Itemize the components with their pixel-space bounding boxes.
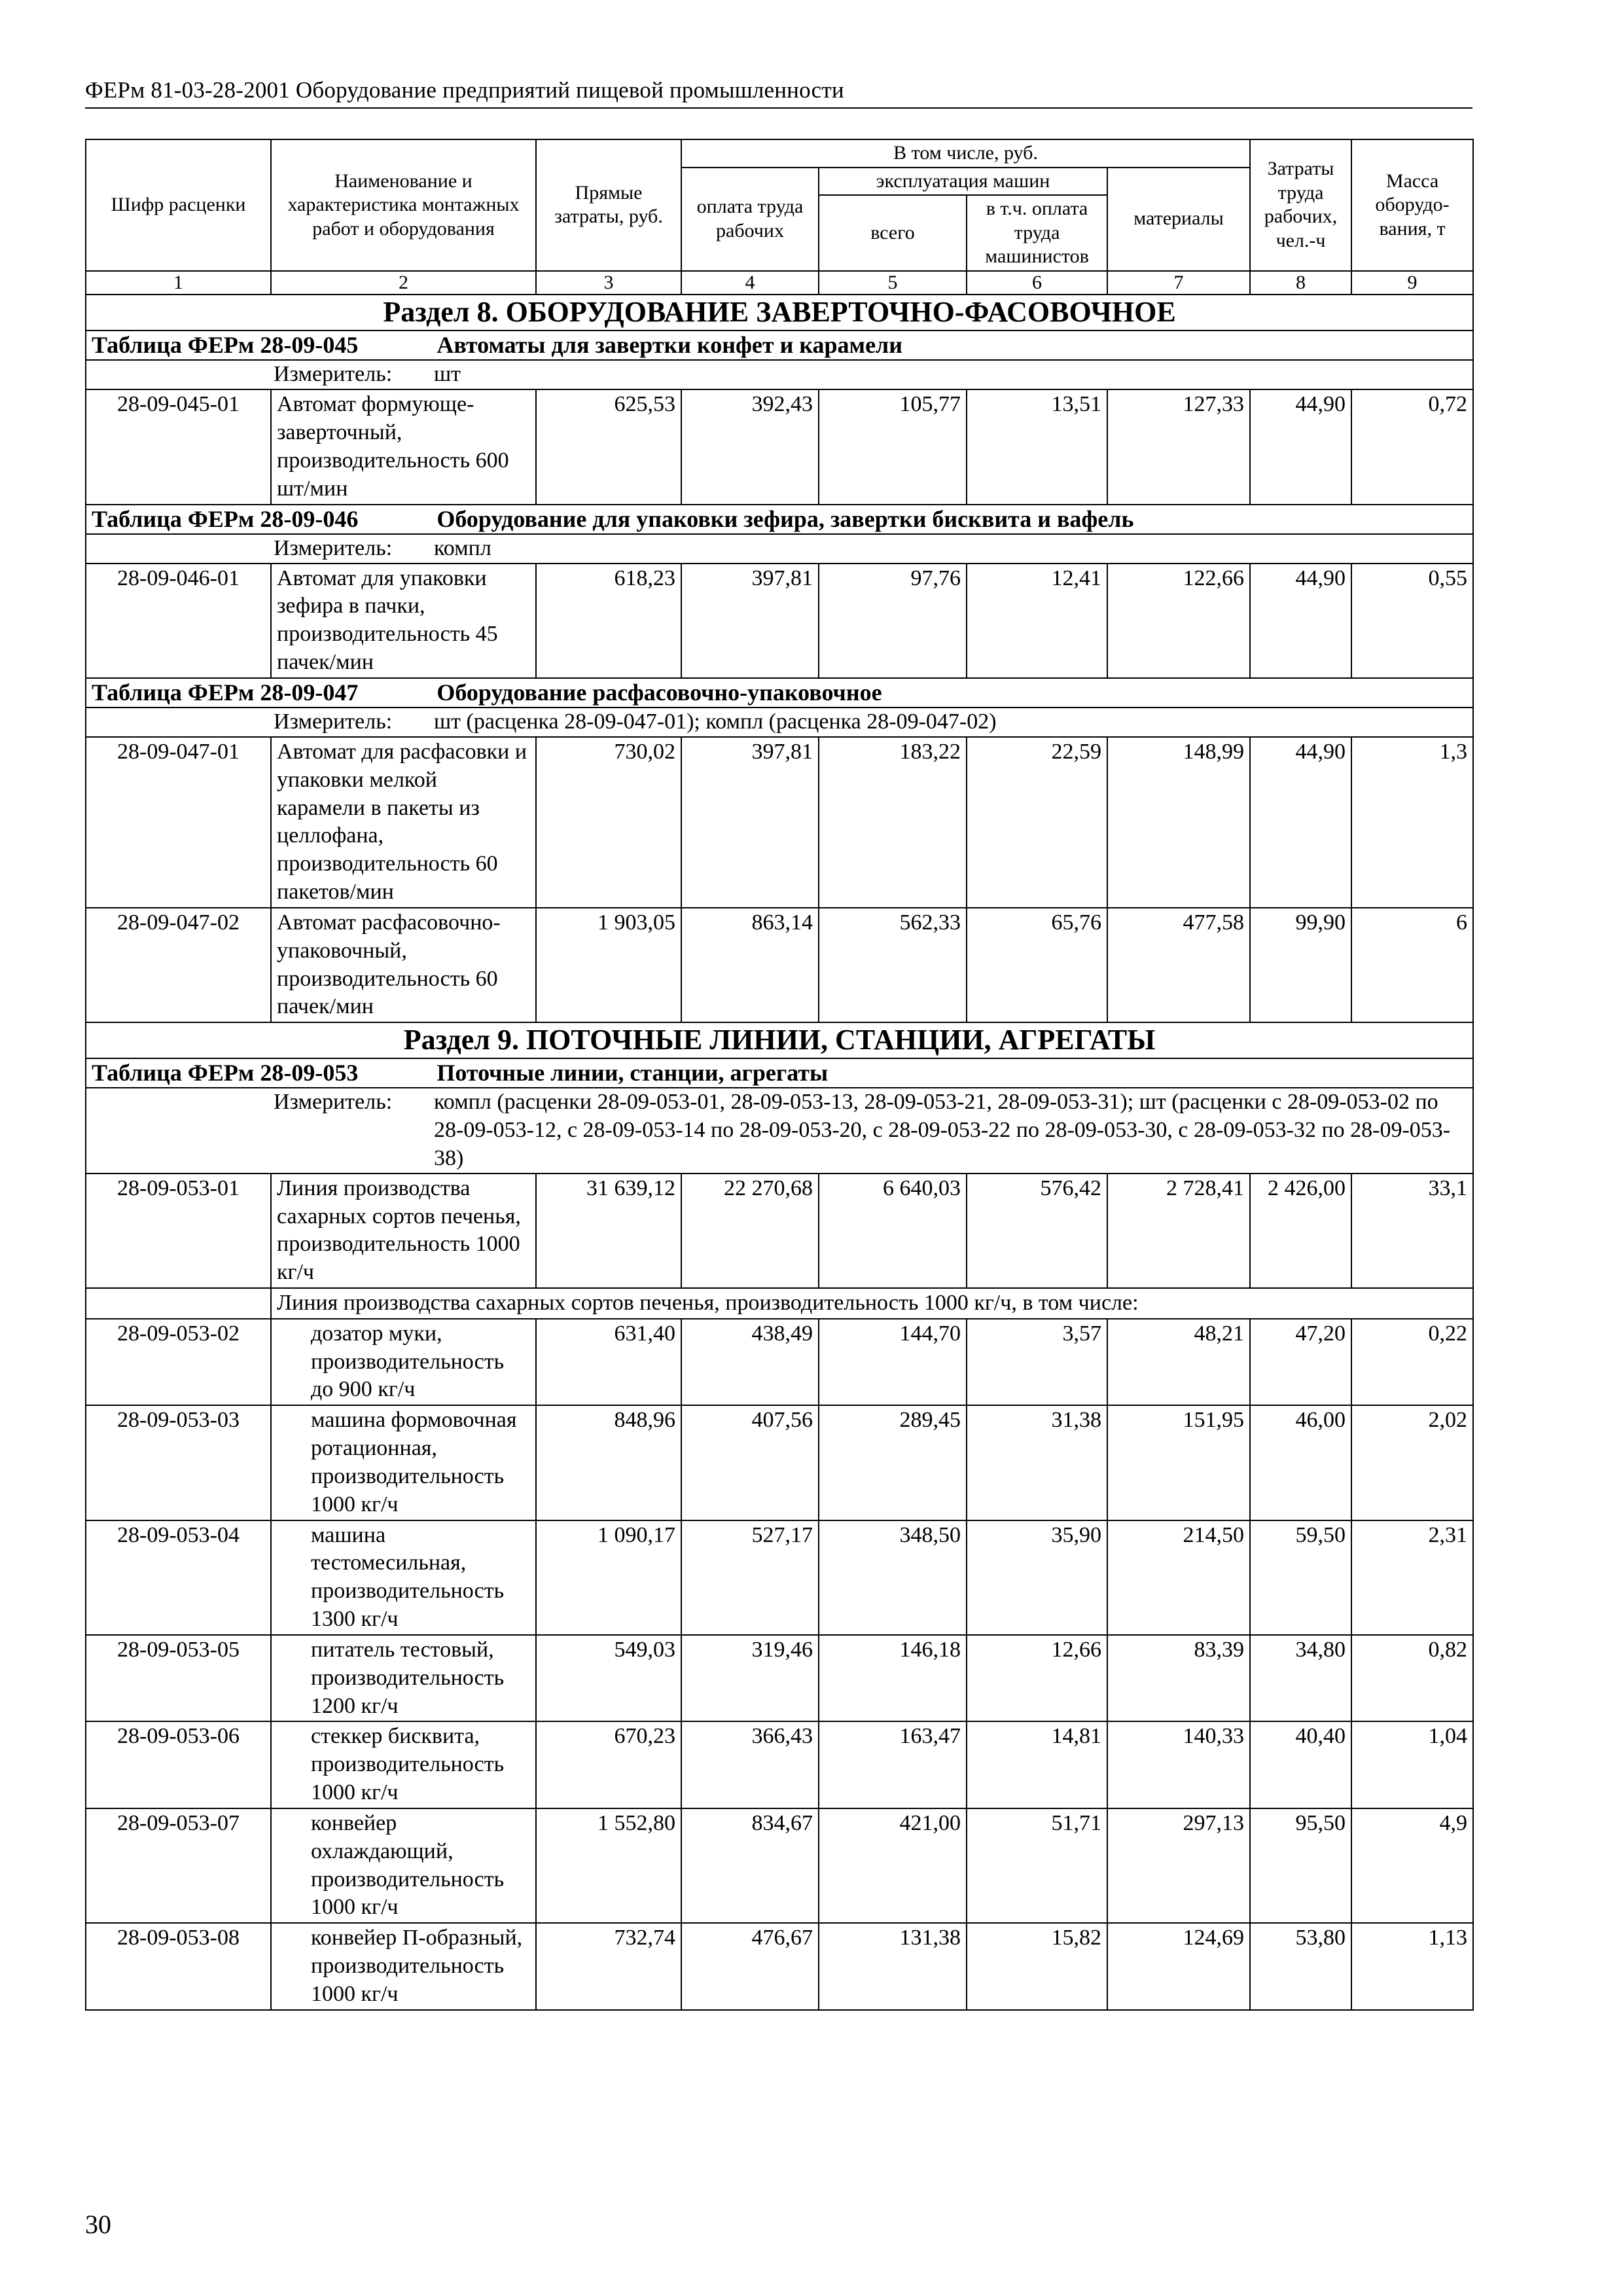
labor-hours: 44,90 — [1250, 737, 1351, 908]
labor-pay: 438,49 — [681, 1319, 819, 1405]
direct-cost: 1 552,80 — [536, 1808, 681, 1923]
col-header-materials: материалы — [1107, 168, 1250, 271]
labor-hours: 95,50 — [1250, 1808, 1351, 1923]
machinists-pay: 31,38 — [967, 1405, 1107, 1520]
equipment-mass: 2,02 — [1351, 1405, 1473, 1520]
machines-total: 131,38 — [819, 1923, 967, 2009]
page-number: 30 — [85, 2210, 111, 2239]
materials-cost: 214,50 — [1107, 1520, 1250, 1635]
labor-hours: 2 426,00 — [1250, 1174, 1351, 1288]
price-table — [85, 139, 1474, 2011]
col-header-direct: Прямые затраты, руб. — [536, 139, 681, 271]
table-title — [86, 505, 1473, 534]
direct-cost: 31 639,12 — [536, 1174, 681, 1288]
rate-name: Автомат для расфасовки и упаковки мелкой карамели в пакеты из целлофана, производительность 60 пакетов/мин — [271, 737, 536, 908]
labor-hours: 99,90 — [1250, 908, 1351, 1022]
rate-name: стеккер бисквита, производительность 1000 кг/ч — [271, 1721, 536, 1808]
labor-hours: 46,00 — [1250, 1405, 1351, 1520]
rate-name: Автомат формующе-заверточный, производительность 600 шт/мин — [271, 389, 536, 504]
table-row — [86, 737, 1473, 908]
machinists-pay: 12,41 — [967, 564, 1107, 678]
table-measure — [86, 360, 1473, 389]
labor-pay: 476,67 — [681, 1923, 819, 2009]
materials-cost: 477,58 — [1107, 908, 1250, 1022]
table-title — [86, 1058, 1473, 1088]
table-name: Оборудование для упаковки зефира, завертки бисквита и вафель — [437, 505, 1134, 532]
rate-code: 28-09-053-05 — [86, 1635, 271, 1721]
col-header-machines: эксплуатация машин — [819, 168, 1107, 196]
group-note: Линия производства сахарных сортов печенья, производительность 1000 кг/ч, в том числе: — [271, 1288, 1473, 1319]
machinists-pay: 14,81 — [967, 1721, 1107, 1808]
labor-pay: 366,43 — [681, 1721, 819, 1808]
equipment-mass: 0,82 — [1351, 1635, 1473, 1721]
rate-code: 28-09-053-02 — [86, 1319, 271, 1405]
table-row — [86, 1405, 1473, 1520]
table-name: Автоматы для завертки конфет и карамели — [437, 332, 902, 359]
equipment-mass: 0,55 — [1351, 564, 1473, 678]
table-row — [86, 1174, 1473, 1288]
labor-pay: 863,14 — [681, 908, 819, 1022]
direct-cost: 549,03 — [536, 1635, 681, 1721]
table-title — [86, 678, 1473, 708]
machines-total: 562,33 — [819, 908, 967, 1022]
machinists-pay: 576,42 — [967, 1174, 1107, 1288]
rate-code: 28-09-053-08 — [86, 1923, 271, 2009]
materials-cost: 151,95 — [1107, 1405, 1250, 1520]
materials-cost: 2 728,41 — [1107, 1174, 1250, 1288]
measure-value: шт (расценка 28-09-047-01); компл (расценка 28-09-047-02) — [434, 709, 997, 734]
direct-cost: 1 090,17 — [536, 1520, 681, 1635]
col-header-mass: Масса оборудо-вания, т — [1351, 139, 1473, 271]
labor-pay: 319,46 — [681, 1635, 819, 1721]
labor-pay: 397,81 — [681, 564, 819, 678]
machines-total: 105,77 — [819, 389, 967, 504]
direct-cost: 631,40 — [536, 1319, 681, 1405]
rate-name: конвейер П-образный, производительность 1000 кг/ч — [271, 1923, 536, 2009]
labor-hours: 47,20 — [1250, 1319, 1351, 1405]
machines-total: 6 640,03 — [819, 1174, 967, 1288]
labor-hours: 59,50 — [1250, 1520, 1351, 1635]
table-row — [86, 1923, 1473, 2009]
table-label: Таблица ФЕРм 28-09-047 — [92, 679, 359, 706]
measure-label: Измеритель: — [274, 709, 393, 734]
rate-name: дозатор муки, производительность до 900 кг/ч — [271, 1319, 536, 1405]
materials-cost: 140,33 — [1107, 1721, 1250, 1808]
rate-code: 28-09-053-06 — [86, 1721, 271, 1808]
rate-name: питатель тестовый, производительность 1200 кг/ч — [271, 1635, 536, 1721]
machines-total: 144,70 — [819, 1319, 967, 1405]
measure-label: Измеритель: — [274, 535, 393, 560]
labor-pay: 407,56 — [681, 1405, 819, 1520]
rate-name: машина тестомесильная, производительность 1300 кг/ч — [271, 1520, 536, 1635]
direct-cost: 618,23 — [536, 564, 681, 678]
machines-total: 97,76 — [819, 564, 967, 678]
section-title: Раздел 8. ОБОРУДОВАНИЕ ЗАВЕРТОЧНО-ФАСОВОЧНОЕ — [86, 295, 1473, 331]
materials-cost: 148,99 — [1107, 737, 1250, 908]
rate-name: Автомат расфасовочно-упаковочный, производительность 60 пачек/мин — [271, 908, 536, 1022]
table-measure — [86, 534, 1473, 564]
machines-total: 348,50 — [819, 1520, 967, 1635]
col-header-labor-pay: оплата труда рабочих — [681, 168, 819, 271]
measure-label: Измеритель: — [274, 1090, 393, 1115]
labor-pay: 527,17 — [681, 1520, 819, 1635]
table-measure — [86, 1088, 1473, 1173]
rate-code: 28-09-047-02 — [86, 908, 271, 1022]
equipment-mass: 0,72 — [1351, 389, 1473, 504]
equipment-mass: 1,04 — [1351, 1721, 1473, 1808]
labor-pay: 834,67 — [681, 1808, 819, 1923]
machines-total: 146,18 — [819, 1635, 967, 1721]
table-label: Таблица ФЕРм 28-09-046 — [92, 505, 359, 532]
machines-total: 163,47 — [819, 1721, 967, 1808]
equipment-mass: 4,9 — [1351, 1808, 1473, 1923]
materials-cost: 48,21 — [1107, 1319, 1250, 1405]
column-number: 9 — [1351, 271, 1473, 295]
table-row — [86, 1721, 1473, 1808]
column-number: 7 — [1107, 271, 1250, 295]
equipment-mass: 0,22 — [1351, 1319, 1473, 1405]
rate-name: конвейер охлаждающий, производительность 1000 кг/ч — [271, 1808, 536, 1923]
labor-hours: 44,90 — [1250, 564, 1351, 678]
machinists-pay: 51,71 — [967, 1808, 1107, 1923]
materials-cost: 297,13 — [1107, 1808, 1250, 1923]
column-number: 1 — [86, 271, 271, 295]
section-title: Раздел 9. ПОТОЧНЫЕ ЛИНИИ, СТАНЦИИ, АГРЕГАТЫ — [86, 1022, 1473, 1058]
direct-cost: 730,02 — [536, 737, 681, 908]
equipment-mass: 33,1 — [1351, 1174, 1473, 1288]
col-header-mach-pay: в т.ч. оплата труда машинистов — [967, 195, 1107, 271]
labor-hours: 34,80 — [1250, 1635, 1351, 1721]
rate-name: Автомат для упаковки зефира в пачки, производительность 45 пачек/мин — [271, 564, 536, 678]
materials-cost: 124,69 — [1107, 1923, 1250, 2009]
column-number: 5 — [819, 271, 967, 295]
table-name: Оборудование расфасовочно-упаковочное — [437, 679, 882, 706]
labor-pay: 392,43 — [681, 389, 819, 504]
table-name: Поточные линии, станции, агрегаты — [437, 1060, 829, 1086]
column-numbers-row — [86, 271, 1473, 295]
labor-hours: 53,80 — [1250, 1923, 1351, 2009]
table-label: Таблица ФЕРм 28-09-053 — [92, 1060, 359, 1086]
column-number: 3 — [536, 271, 681, 295]
rate-code: 28-09-053-01 — [86, 1174, 271, 1288]
rate-name: машина формовочная ротационная, производительность 1000 кг/ч — [271, 1405, 536, 1520]
direct-cost: 670,23 — [536, 1721, 681, 1808]
materials-cost: 122,66 — [1107, 564, 1250, 678]
labor-pay: 397,81 — [681, 737, 819, 908]
equipment-mass: 6 — [1351, 908, 1473, 1022]
column-number: 2 — [271, 271, 536, 295]
table-row — [86, 389, 1473, 504]
measure-value: шт — [434, 362, 461, 387]
table-row — [86, 1635, 1473, 1721]
labor-hours: 44,90 — [1250, 389, 1351, 504]
direct-cost: 1 903,05 — [536, 908, 681, 1022]
table-row — [86, 1520, 1473, 1635]
col-header-code: Шифр расценки — [86, 139, 271, 271]
rate-code: 28-09-047-01 — [86, 737, 271, 908]
rate-code: 28-09-053-04 — [86, 1520, 271, 1635]
page-header: ФЕРм 81-03-28-2001 Оборудование предприятий пищевой промышленности — [85, 77, 1472, 109]
machinists-pay: 35,90 — [967, 1520, 1107, 1635]
rate-name: Линия производства сахарных сортов печенья, производительность 1000 кг/ч — [271, 1174, 536, 1288]
equipment-mass: 2,31 — [1351, 1520, 1473, 1635]
materials-cost: 83,39 — [1107, 1635, 1250, 1721]
rate-code: 28-09-053-03 — [86, 1405, 271, 1520]
col-header-name: Наименование и характеристика монтажных работ и оборудования — [271, 139, 536, 271]
group-spacer — [86, 1288, 271, 1319]
column-number: 6 — [967, 271, 1107, 295]
rate-code: 28-09-053-07 — [86, 1808, 271, 1923]
machinists-pay: 22,59 — [967, 737, 1107, 908]
table-row — [86, 1319, 1473, 1405]
direct-cost: 732,74 — [536, 1923, 681, 2009]
col-header-incl: В том числе, руб. — [681, 139, 1250, 168]
col-header-labor-cost: Затраты труда рабочих, чел.-ч — [1250, 139, 1351, 271]
machinists-pay: 12,66 — [967, 1635, 1107, 1721]
table-row — [86, 1808, 1473, 1923]
labor-pay: 22 270,68 — [681, 1174, 819, 1288]
labor-hours: 40,40 — [1250, 1721, 1351, 1808]
measure-value: компл — [434, 535, 491, 560]
table-measure — [86, 708, 1473, 737]
column-number: 8 — [1250, 271, 1351, 295]
equipment-mass: 1,3 — [1351, 737, 1473, 908]
table-title — [86, 331, 1473, 360]
table-row — [86, 564, 1473, 678]
rate-code: 28-09-046-01 — [86, 564, 271, 678]
machinists-pay: 15,82 — [967, 1923, 1107, 2009]
table-label: Таблица ФЕРм 28-09-045 — [92, 332, 359, 359]
measure-label: Измеритель: — [274, 362, 393, 387]
machines-total: 421,00 — [819, 1808, 967, 1923]
col-header-mach-total: всего — [819, 195, 967, 271]
direct-cost: 625,53 — [536, 389, 681, 504]
equipment-mass: 1,13 — [1351, 1923, 1473, 2009]
rate-code: 28-09-045-01 — [86, 389, 271, 504]
machines-total: 289,45 — [819, 1405, 967, 1520]
measure-value: компл (расценки 28-09-053-01, 28-09-053-13, 28-09-053-21, 28-09-053-31); шт (расценки с 28-09-053-02 по 28-09-053-12, с 28-09-053-14 по 28-09-053-20, с 28-09-053-22 по 28-09-053-30, с 28-09-053-32 по 28-09-053-38) — [434, 1090, 1451, 1170]
machinists-pay: 3,57 — [967, 1319, 1107, 1405]
table-row — [86, 908, 1473, 1022]
direct-cost: 848,96 — [536, 1405, 681, 1520]
machinists-pay: 65,76 — [967, 908, 1107, 1022]
machinists-pay: 13,51 — [967, 389, 1107, 504]
column-number: 4 — [681, 271, 819, 295]
materials-cost: 127,33 — [1107, 389, 1250, 504]
machines-total: 183,22 — [819, 737, 967, 908]
